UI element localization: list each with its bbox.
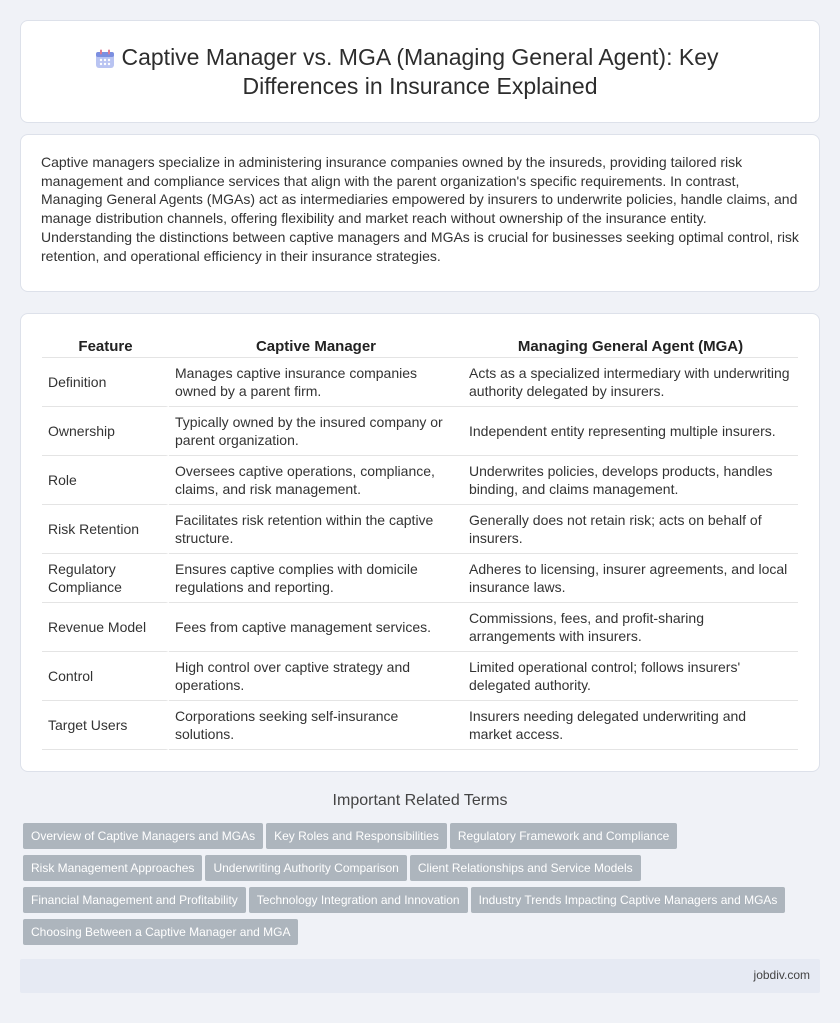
related-term-tag[interactable]: Client Relationships and Service Models xyxy=(410,855,641,881)
captive-cell: Ensures captive complies with domicile regulations and reporting. xyxy=(169,554,463,603)
feature-cell: Definition xyxy=(42,358,169,407)
mga-cell: Limited operational control; follows insurers' delegated authority. xyxy=(463,652,798,701)
footer xyxy=(20,959,820,993)
related-term-tag[interactable]: Underwriting Authority Comparison xyxy=(205,855,406,881)
title-card xyxy=(20,20,820,123)
feature-cell: Revenue Model xyxy=(42,603,169,652)
captive-cell: High control over captive strategy and operations. xyxy=(169,652,463,701)
comparison-table xyxy=(42,333,798,750)
feature-cell: Control xyxy=(42,652,169,701)
page-title: Captive Manager vs. MGA (Managing General Agent): Key Differences in Insurance Explained xyxy=(121,44,719,99)
header-mga: Managing General Agent (MGA) xyxy=(463,333,798,358)
table-row xyxy=(42,407,798,456)
intro-card xyxy=(20,134,820,292)
mga-cell: Independent entity representing multiple insurers. xyxy=(463,407,798,456)
captive-cell: Oversees captive operations, compliance, claims, and risk management. xyxy=(169,456,463,505)
table-row xyxy=(42,652,798,701)
table-row xyxy=(42,701,798,750)
header-captive-manager: Captive Manager xyxy=(169,333,463,358)
related-terms-heading: Important Related Terms xyxy=(332,792,508,809)
table-row xyxy=(42,358,798,407)
feature-cell: Target Users xyxy=(42,701,169,750)
related-term-tag[interactable]: Financial Management and Profitability xyxy=(23,887,246,913)
table-row xyxy=(42,505,798,554)
related-term-tag[interactable]: Industry Trends Impacting Captive Managers and MGAs xyxy=(471,887,786,913)
captive-cell: Typically owned by the insured company or parent organization. xyxy=(169,407,463,456)
intro-paragraph: Captive managers specialize in administering insurance companies owned by the insureds, providing tailored risk management and compliance services that align with the parent organization's specific requirements. In contrast, Managing General Agents (MGAs) act as intermediaries empowered by insurers to underwrite policies, handle claims, and manage distribution channels, offering flexibility and market reach without ownership of the insurance entity. Understanding the distinctions between captive managers and MGAs is crucial for businesses seeking optimal control, risk retention, and operational efficiency in their insurance strategies. xyxy=(41,154,799,264)
feature-cell: Regulatory Compliance xyxy=(42,554,169,603)
table-row xyxy=(42,456,798,505)
table-row xyxy=(42,603,798,652)
captive-cell: Fees from captive management services. xyxy=(169,603,463,652)
captive-cell: Manages captive insurance companies owned by a parent firm. xyxy=(169,358,463,407)
feature-cell: Ownership xyxy=(42,407,169,456)
feature-cell: Role xyxy=(42,456,169,505)
table-header-row xyxy=(42,333,798,358)
captive-cell: Facilitates risk retention within the captive structure. xyxy=(169,505,463,554)
related-terms-list xyxy=(23,823,803,951)
related-term-tag[interactable]: Regulatory Framework and Compliance xyxy=(450,823,677,849)
related-term-tag[interactable]: Key Roles and Responsibilities xyxy=(266,823,447,849)
mga-cell: Underwrites policies, develops products, handles binding, and claims management. xyxy=(463,456,798,505)
mga-cell: Insurers needing delegated underwriting and market access. xyxy=(463,701,798,750)
table-row xyxy=(42,554,798,603)
related-term-tag[interactable]: Choosing Between a Captive Manager and MGA xyxy=(23,919,298,945)
footer-site-link[interactable]: jobdiv.com xyxy=(753,968,810,982)
related-term-tag[interactable]: Risk Management Approaches xyxy=(23,855,202,881)
related-term-tag[interactable]: Overview of Captive Managers and MGAs xyxy=(23,823,263,849)
mga-cell: Acts as a specialized intermediary with underwriting authority delegated by insurers. xyxy=(463,358,798,407)
header-feature: Feature xyxy=(42,333,169,358)
mga-cell: Generally does not retain risk; acts on behalf of insurers. xyxy=(463,505,798,554)
comparison-table-card xyxy=(20,313,820,772)
related-term-tag[interactable]: Technology Integration and Innovation xyxy=(249,887,468,913)
feature-cell: Risk Retention xyxy=(42,505,169,554)
captive-cell: Corporations seeking self-insurance solutions. xyxy=(169,701,463,750)
mga-cell: Commissions, fees, and profit-sharing arrangements with insurers. xyxy=(463,603,798,652)
mga-cell: Adheres to licensing, insurer agreements, and local insurance laws. xyxy=(463,554,798,603)
